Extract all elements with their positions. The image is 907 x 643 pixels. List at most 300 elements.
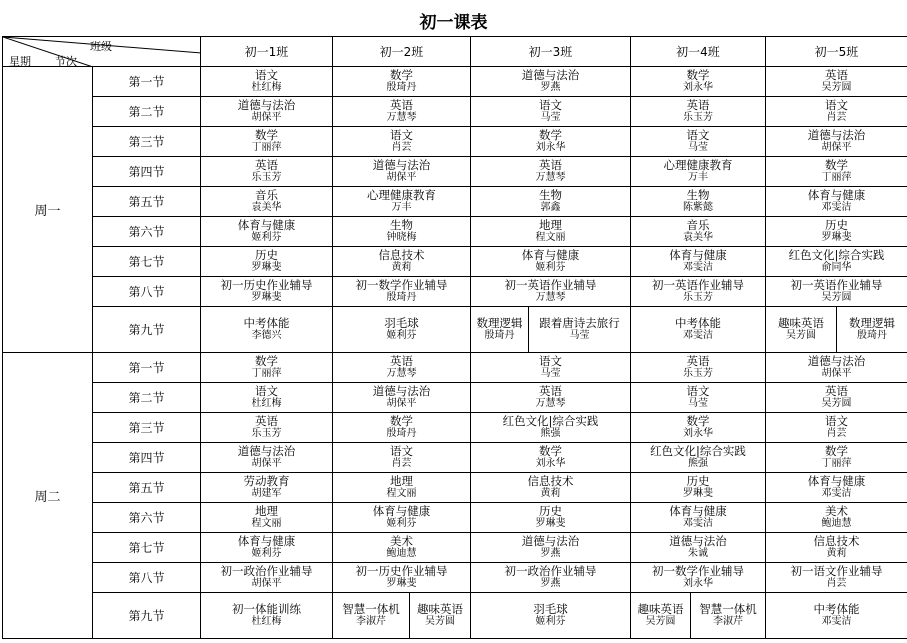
teacher: 程文丽 bbox=[535, 232, 566, 243]
class-slot-cell bbox=[332, 156, 471, 187]
teacher: 乐玉芳 bbox=[683, 292, 713, 303]
teacher: 万慧琴 bbox=[386, 368, 417, 379]
subject: 数学 bbox=[255, 354, 278, 368]
teacher: 马莹 bbox=[540, 368, 561, 379]
class-header-cell bbox=[200, 36, 333, 67]
period-name: 第九节 bbox=[128, 609, 165, 623]
teacher: 罗琳斐 bbox=[251, 262, 282, 273]
period-name: 第六节 bbox=[128, 511, 165, 525]
teacher: 邓雯洁 bbox=[683, 518, 713, 529]
class-slot-cell bbox=[200, 562, 333, 593]
teacher: 胡保平 bbox=[251, 458, 282, 469]
teacher: 姬利芬 bbox=[251, 548, 282, 559]
subject: 英语 bbox=[255, 158, 278, 172]
class-slot-cell bbox=[630, 472, 766, 503]
teacher: 殷琦丹 bbox=[386, 82, 417, 93]
period-cell bbox=[92, 472, 201, 503]
period-name: 第三节 bbox=[128, 135, 165, 149]
period-cell bbox=[92, 562, 201, 593]
subject: 初一历史作业辅导 bbox=[355, 564, 448, 578]
teacher: 殷琦丹 bbox=[386, 428, 417, 439]
class-header-cell bbox=[332, 36, 471, 67]
class-slot-cell bbox=[200, 442, 333, 473]
teacher: 胡保平 bbox=[251, 112, 282, 123]
teacher: 万慧琴 bbox=[535, 172, 566, 183]
period-cell bbox=[92, 306, 201, 353]
teacher: 丁丽萍 bbox=[251, 368, 282, 379]
subject: 道德与法治 bbox=[521, 68, 580, 82]
subject: 智慧一体机 bbox=[699, 602, 757, 616]
class-slot-cell bbox=[690, 592, 766, 639]
subject: 英语 bbox=[825, 384, 848, 398]
subject: 体育与健康 bbox=[807, 188, 866, 202]
period-cell bbox=[92, 66, 201, 97]
page-title: 初一课表 bbox=[419, 13, 488, 33]
class-slot-cell bbox=[470, 472, 631, 503]
subject: 语文 bbox=[255, 384, 278, 398]
teacher: 刘永华 bbox=[535, 458, 566, 469]
teacher: 罗琳斐 bbox=[821, 232, 852, 243]
teacher: 胡保平 bbox=[386, 172, 417, 183]
teacher: 黄莉 bbox=[540, 488, 561, 499]
subject: 体育与健康 bbox=[237, 218, 296, 232]
class-slot-cell bbox=[765, 306, 837, 353]
class-slot-cell bbox=[836, 306, 907, 353]
teacher: 吴芳圆 bbox=[821, 82, 852, 93]
period-name: 第一节 bbox=[128, 361, 165, 375]
class-slot-cell bbox=[765, 562, 907, 593]
teacher: 刘永华 bbox=[535, 142, 566, 153]
period-cell bbox=[92, 216, 201, 247]
subject: 初一英语作业辅导 bbox=[652, 278, 744, 292]
subject: 语文 bbox=[825, 98, 848, 112]
subject: 音乐 bbox=[686, 218, 710, 232]
period-name: 第五节 bbox=[128, 481, 165, 495]
teacher: 黄莉 bbox=[826, 548, 847, 559]
teacher: 姬利芬 bbox=[386, 518, 417, 529]
subject: 道德与法治 bbox=[372, 384, 431, 398]
teacher: 胡保平 bbox=[251, 578, 282, 589]
class-slot-cell bbox=[630, 186, 766, 217]
subject: 生物 bbox=[686, 188, 710, 202]
class-slot-cell bbox=[765, 502, 907, 533]
subject: 初一语文作业辅导 bbox=[790, 564, 883, 578]
subject: 红色文化|综合实践 bbox=[788, 248, 885, 262]
period-axis-label: 节次 bbox=[55, 55, 77, 67]
class-slot-cell bbox=[765, 532, 907, 563]
subject: 数学 bbox=[390, 68, 413, 82]
teacher: 姬利芬 bbox=[535, 262, 566, 273]
period-cell bbox=[92, 156, 201, 187]
timetable bbox=[2, 36, 907, 643]
period-name: 第七节 bbox=[128, 255, 165, 269]
teacher: 乐玉芳 bbox=[683, 112, 713, 123]
class-slot-cell bbox=[200, 352, 333, 383]
period-cell bbox=[92, 352, 201, 383]
subject: 英语 bbox=[539, 158, 562, 172]
class-slot-cell bbox=[332, 412, 471, 443]
class-name: 初一1班 bbox=[244, 45, 289, 59]
header-corner bbox=[2, 36, 201, 67]
teacher: 熊强 bbox=[688, 458, 708, 469]
class-slot-cell bbox=[470, 246, 631, 277]
subject: 数学 bbox=[686, 414, 710, 428]
class-slot-cell bbox=[332, 186, 471, 217]
teacher: 万慧琴 bbox=[535, 292, 566, 303]
period-name: 第九节 bbox=[128, 323, 165, 337]
class-slot-cell bbox=[630, 246, 766, 277]
subject: 中考体能 bbox=[243, 316, 290, 330]
class-slot-cell bbox=[332, 96, 471, 127]
teacher: 罗琳斐 bbox=[386, 578, 417, 589]
teacher: 袁美华 bbox=[683, 232, 713, 243]
class-slot-cell bbox=[470, 186, 631, 217]
teacher: 熊强 bbox=[540, 428, 561, 439]
class-slot-cell bbox=[470, 532, 631, 563]
teacher: 肖芸 bbox=[826, 112, 847, 123]
subject: 语文 bbox=[686, 128, 710, 142]
period-cell bbox=[92, 412, 201, 443]
class-slot-cell bbox=[630, 96, 766, 127]
teacher: 马莹 bbox=[540, 112, 561, 123]
class-slot-cell bbox=[200, 216, 333, 247]
teacher: 黄莉 bbox=[391, 262, 412, 273]
class-slot-cell bbox=[765, 66, 907, 97]
teacher: 马莹 bbox=[569, 330, 590, 341]
teacher: 殷琦丹 bbox=[484, 330, 515, 341]
subject: 道德与法治 bbox=[807, 128, 866, 142]
subject: 道德与法治 bbox=[237, 444, 296, 458]
class-slot-cell bbox=[765, 216, 907, 247]
subject: 初一政治作业辅导 bbox=[504, 564, 597, 578]
subject: 语文 bbox=[539, 98, 562, 112]
class-slot-cell bbox=[470, 502, 631, 533]
class-slot-cell bbox=[470, 66, 631, 97]
subject: 美术 bbox=[825, 504, 848, 518]
period-cell bbox=[92, 382, 201, 413]
subject: 历史 bbox=[255, 248, 278, 262]
teacher: 钟晓梅 bbox=[386, 232, 417, 243]
teacher: 邓雯洁 bbox=[821, 488, 852, 499]
class-slot-cell bbox=[470, 592, 631, 639]
class-slot-cell bbox=[765, 592, 907, 639]
subject: 数学 bbox=[825, 444, 848, 458]
class-slot-cell bbox=[200, 502, 333, 533]
teacher: 殷琦丹 bbox=[386, 292, 417, 303]
period-name: 第二节 bbox=[128, 391, 165, 405]
subject: 英语 bbox=[390, 98, 413, 112]
teacher: 马莹 bbox=[688, 398, 708, 409]
class-slot-cell bbox=[765, 156, 907, 187]
class-slot-cell bbox=[332, 276, 471, 307]
class-name: 初一3班 bbox=[528, 45, 573, 59]
teacher: 吴芳圆 bbox=[645, 616, 676, 627]
teacher: 罗燕 bbox=[540, 578, 561, 589]
class-slot-cell bbox=[470, 352, 631, 383]
teacher: 乐玉芳 bbox=[251, 428, 282, 439]
subject: 中考体能 bbox=[813, 602, 860, 616]
period-cell bbox=[92, 246, 201, 277]
teacher: 罗琳斐 bbox=[535, 518, 566, 529]
subject: 智慧一体机 bbox=[342, 602, 400, 616]
class-slot-cell bbox=[765, 276, 907, 307]
subject: 体育与健康 bbox=[521, 248, 580, 262]
period-name: 第七节 bbox=[128, 541, 165, 555]
subject: 道德与法治 bbox=[669, 534, 727, 548]
period-name: 第八节 bbox=[128, 571, 165, 585]
class-slot-cell bbox=[200, 412, 333, 443]
subject: 中考体能 bbox=[675, 316, 721, 330]
subject: 趣味英语 bbox=[637, 602, 684, 616]
class-slot-cell bbox=[332, 472, 471, 503]
class-slot-cell bbox=[630, 562, 766, 593]
period-cell bbox=[92, 532, 201, 563]
subject: 语文 bbox=[686, 384, 710, 398]
class-slot-cell bbox=[630, 276, 766, 307]
teacher: 吴芳圆 bbox=[821, 398, 852, 409]
period-name: 第五节 bbox=[128, 195, 165, 209]
subject: 体育与健康 bbox=[669, 504, 727, 518]
class-slot-cell bbox=[200, 126, 333, 157]
subject: 数理逻辑 bbox=[849, 316, 895, 330]
teacher: 马莹 bbox=[688, 142, 708, 153]
class-slot-cell bbox=[332, 246, 471, 277]
teacher: 肖芸 bbox=[391, 458, 412, 469]
class-slot-cell bbox=[765, 246, 907, 277]
class-slot-cell bbox=[332, 352, 471, 383]
period-cell bbox=[92, 126, 201, 157]
subject: 红色文化|综合实践 bbox=[650, 444, 746, 458]
subject: 英语 bbox=[686, 98, 710, 112]
subject: 初一历史作业辅导 bbox=[220, 278, 313, 292]
teacher: 程文丽 bbox=[251, 518, 282, 529]
teacher: 李德兴 bbox=[251, 330, 282, 341]
teacher: 万丰 bbox=[688, 172, 708, 183]
class-slot-cell bbox=[332, 502, 471, 533]
subject: 英语 bbox=[825, 68, 848, 82]
subject: 音乐 bbox=[255, 188, 278, 202]
period-cell bbox=[92, 186, 201, 217]
teacher: 俞同华 bbox=[821, 262, 852, 273]
class-slot-cell bbox=[630, 532, 766, 563]
subject: 初一政治作业辅导 bbox=[220, 564, 313, 578]
class-slot-cell bbox=[200, 246, 333, 277]
teacher: 吴芳圆 bbox=[425, 616, 455, 627]
class-slot-cell bbox=[200, 592, 333, 639]
subject: 羽毛球 bbox=[384, 316, 419, 330]
subject: 历史 bbox=[686, 474, 710, 488]
subject: 信息技术 bbox=[813, 534, 860, 548]
teacher: 姬利芬 bbox=[386, 330, 417, 341]
subject: 体育与健康 bbox=[372, 504, 431, 518]
subject: 生物 bbox=[539, 188, 562, 202]
class-slot-cell bbox=[332, 592, 410, 639]
subject: 初一体能训练 bbox=[232, 602, 301, 616]
day-cell bbox=[2, 352, 93, 639]
period-name: 第四节 bbox=[128, 451, 165, 465]
teacher: 胡保平 bbox=[821, 142, 852, 153]
class-name: 初一5班 bbox=[814, 45, 859, 59]
class-slot-cell bbox=[470, 442, 631, 473]
class-name: 初一2班 bbox=[379, 45, 424, 59]
teacher: 罗琳斐 bbox=[251, 292, 282, 303]
class-slot-cell bbox=[630, 306, 766, 353]
class-slot-cell bbox=[332, 126, 471, 157]
class-slot-cell bbox=[630, 382, 766, 413]
class-slot-cell bbox=[630, 502, 766, 533]
teacher: 杜红梅 bbox=[251, 82, 282, 93]
subject: 语文 bbox=[390, 128, 413, 142]
day-cell bbox=[2, 66, 93, 353]
class-slot-cell bbox=[630, 126, 766, 157]
teacher: 杜红梅 bbox=[251, 616, 282, 627]
subject: 历史 bbox=[539, 504, 562, 518]
class-slot-cell bbox=[630, 156, 766, 187]
class-slot-cell bbox=[630, 442, 766, 473]
class-slot-cell bbox=[200, 532, 333, 563]
class-slot-cell bbox=[470, 96, 631, 127]
teacher: 万慧琴 bbox=[535, 398, 566, 409]
teacher: 乐玉芳 bbox=[251, 172, 282, 183]
subject: 劳动教育 bbox=[243, 474, 290, 488]
class-slot-cell bbox=[470, 412, 631, 443]
class-slot-cell bbox=[630, 66, 766, 97]
class-header-cell bbox=[470, 36, 631, 67]
period-cell bbox=[92, 442, 201, 473]
class-slot-cell bbox=[765, 126, 907, 157]
class-slot-cell bbox=[470, 306, 529, 353]
period-cell bbox=[92, 96, 201, 127]
class-slot-cell bbox=[332, 532, 471, 563]
teacher: 杜红梅 bbox=[251, 398, 282, 409]
teacher: 肖芸 bbox=[391, 142, 412, 153]
teacher: 丁丽萍 bbox=[821, 172, 852, 183]
teacher: 程文丽 bbox=[386, 488, 417, 499]
subject: 心理健康教育 bbox=[367, 188, 436, 202]
teacher: 乐玉芳 bbox=[683, 368, 713, 379]
teacher: 丁丽萍 bbox=[821, 458, 852, 469]
subject: 英语 bbox=[255, 414, 278, 428]
class-slot-cell bbox=[630, 352, 766, 383]
subject: 心理健康教育 bbox=[663, 158, 733, 172]
teacher: 袁美华 bbox=[251, 202, 282, 213]
teacher: 姬利芬 bbox=[251, 232, 282, 243]
subject: 信息技术 bbox=[378, 248, 425, 262]
subject: 英语 bbox=[686, 354, 710, 368]
class-slot-cell bbox=[200, 186, 333, 217]
period-name: 第一节 bbox=[128, 75, 165, 89]
class-slot-cell bbox=[470, 216, 631, 247]
teacher: 邓雯洁 bbox=[683, 262, 713, 273]
subject: 语文 bbox=[390, 444, 413, 458]
teacher: 肖芸 bbox=[826, 428, 847, 439]
period-cell bbox=[92, 502, 201, 533]
subject: 初一英语作业辅导 bbox=[504, 278, 597, 292]
subject: 趣味英语 bbox=[778, 316, 824, 330]
teacher: 郭鑫 bbox=[540, 202, 561, 213]
teacher: 邓雯洁 bbox=[821, 202, 852, 213]
teacher: 胡建军 bbox=[251, 488, 282, 499]
class-slot-cell bbox=[200, 66, 333, 97]
period-name: 第八节 bbox=[128, 285, 165, 299]
teacher: 罗燕 bbox=[540, 548, 561, 559]
class-slot-cell bbox=[765, 412, 907, 443]
class-slot-cell bbox=[765, 96, 907, 127]
subject: 语文 bbox=[825, 414, 848, 428]
class-name: 初一4班 bbox=[676, 45, 720, 59]
class-slot-cell bbox=[200, 472, 333, 503]
teacher: 邓雯洁 bbox=[821, 616, 852, 627]
teacher: 罗琳斐 bbox=[683, 488, 713, 499]
subject: 道德与法治 bbox=[807, 354, 866, 368]
teacher: 胡保平 bbox=[386, 398, 417, 409]
subject: 地理 bbox=[390, 474, 413, 488]
class-axis-label: 班级 bbox=[90, 40, 112, 53]
class-slot-cell bbox=[200, 382, 333, 413]
class-slot-cell bbox=[332, 562, 471, 593]
class-slot-cell bbox=[470, 276, 631, 307]
teacher: 罗燕 bbox=[540, 82, 561, 93]
class-slot-cell bbox=[630, 216, 766, 247]
teacher: 胡保平 bbox=[821, 368, 852, 379]
subject: 跟着唐诗去旅行 bbox=[539, 316, 620, 330]
subject: 数学 bbox=[686, 68, 710, 82]
class-slot-cell bbox=[200, 276, 333, 307]
class-slot-cell bbox=[200, 306, 333, 353]
class-slot-cell bbox=[332, 66, 471, 97]
teacher: 姬利芬 bbox=[535, 616, 566, 627]
period-name: 第六节 bbox=[128, 225, 165, 239]
subject: 生物 bbox=[390, 218, 413, 232]
class-slot-cell bbox=[765, 382, 907, 413]
subject: 语文 bbox=[539, 354, 562, 368]
class-slot-cell bbox=[528, 306, 631, 353]
subject: 数学 bbox=[539, 444, 562, 458]
teacher: 朱诚 bbox=[688, 548, 708, 559]
subject: 初一数学作业辅导 bbox=[652, 564, 744, 578]
subject: 数学 bbox=[825, 158, 848, 172]
class-slot-cell bbox=[409, 592, 471, 639]
class-slot-cell bbox=[200, 96, 333, 127]
teacher: 李淑芹 bbox=[356, 616, 386, 627]
day-name: 周二 bbox=[34, 490, 61, 505]
teacher: 万慧琴 bbox=[386, 112, 417, 123]
teacher: 吴芳圆 bbox=[786, 330, 816, 341]
teacher: 刘永华 bbox=[683, 82, 713, 93]
subject: 语文 bbox=[255, 68, 278, 82]
teacher: 丁丽萍 bbox=[251, 142, 282, 153]
teacher: 鲍迪慧 bbox=[386, 548, 417, 559]
class-slot-cell bbox=[765, 472, 907, 503]
subject: 地理 bbox=[539, 218, 562, 232]
class-slot-cell bbox=[630, 412, 766, 443]
teacher: 陈紫懿 bbox=[683, 202, 713, 213]
subject: 道德与法治 bbox=[372, 158, 431, 172]
class-slot-cell bbox=[765, 352, 907, 383]
subject: 体育与健康 bbox=[237, 534, 296, 548]
class-slot-cell bbox=[332, 306, 471, 353]
day-name: 周一 bbox=[34, 204, 61, 219]
teacher: 殷琦丹 bbox=[857, 330, 887, 341]
subject: 体育与健康 bbox=[669, 248, 727, 262]
subject: 羽毛球 bbox=[533, 602, 568, 616]
subject: 初一数学作业辅导 bbox=[355, 278, 448, 292]
day-axis-label: 星期 bbox=[9, 55, 31, 67]
teacher: 李淑芹 bbox=[713, 616, 743, 627]
subject: 道德与法治 bbox=[237, 98, 296, 112]
class-slot-cell bbox=[332, 216, 471, 247]
subject: 地理 bbox=[255, 504, 278, 518]
